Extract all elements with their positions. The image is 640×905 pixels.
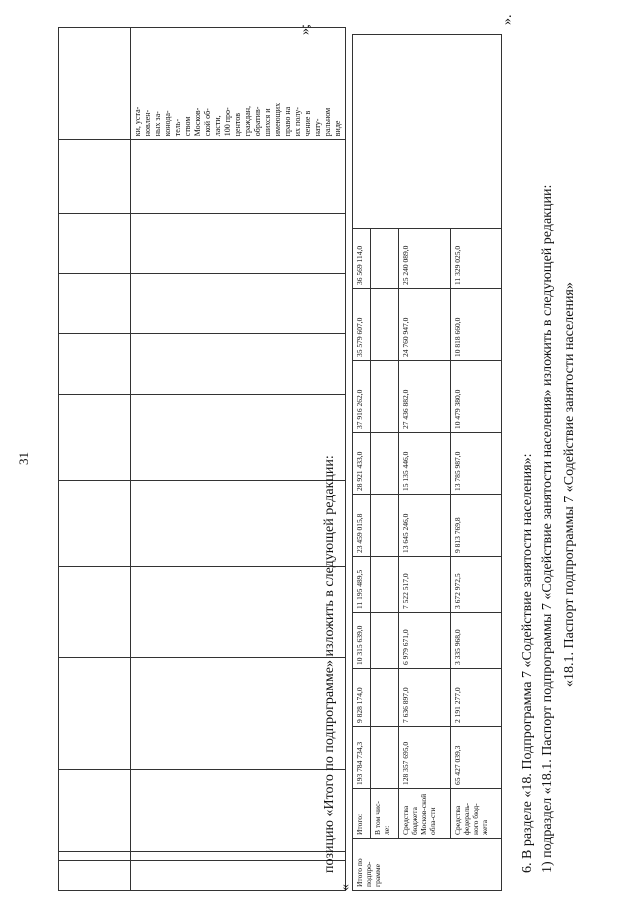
continuation-table [58, 27, 346, 891]
empty-cell [353, 35, 502, 229]
table-cell: 23 459 015,8 [353, 495, 371, 557]
passport-heading: «18.1. Паспорт подпрограммы 7 «Содействие занятости населения» [562, 282, 577, 687]
note-cell [131, 28, 346, 140]
table-cell: 11 329 025,0 [450, 229, 501, 289]
table-cell: 10 818 660,0 [450, 289, 501, 361]
table-cell: 35 579 607,0 [353, 289, 371, 361]
closing-quote-top: »; [298, 24, 313, 35]
row-label: Итого: [353, 789, 371, 839]
subprogram-total-table [352, 34, 502, 891]
row-label: В том чис-ле: [370, 789, 399, 839]
row-label: Средства федераль-ного бюд-жета [450, 789, 501, 839]
instruction-text: позицию «Итого по подпрограмме» изложить в следующей редакции: [322, 455, 337, 873]
table-cell: 13 785 987,0 [450, 433, 501, 495]
paragraph-section-6: 6. В разделе «18. Подпрограмма 7 «Содействие занятости населения»: [520, 453, 535, 873]
table-cell: 9 828 174,0 [353, 669, 371, 727]
open-quote: « [338, 884, 353, 891]
table-cell: 9 813 769,8 [450, 495, 501, 557]
note-text: ки, уста- новлен- ных за- конода- тель- ством Москов- ской об- ласти, 100 про- центов граждан, обратив- шихся и имеющих право на их полу- чение в нату- ральном виде [133, 102, 342, 137]
table-cell: 3 672 972,5 [450, 557, 501, 613]
row-header: Итого по подпро-грамме [353, 839, 502, 891]
closing-quote-bottom: ». [500, 14, 515, 25]
table-cell: 37 916 262,0 [353, 361, 371, 433]
table-cell: 15 135 446,0 [399, 433, 450, 495]
table-cell: 7 522 517,0 [399, 557, 450, 613]
table-cell: 2 191 277,0 [450, 669, 501, 727]
table-cell: 193 784 734,3 [353, 727, 371, 789]
table-cell: 128 357 695,0 [399, 727, 450, 789]
paragraph-subsection-1: 1) подраздел «18.1. Паспорт подпрограммы 7 «Содействие занятости населения» изложить в следующей редакции: [540, 184, 555, 873]
table-cell: 10 479 380,0 [450, 361, 501, 433]
table-cell: 24 760 947,0 [399, 289, 450, 361]
row-label: Средства бюджета Москов-ской обла-сти [399, 789, 450, 839]
page-number: 31 [16, 452, 31, 465]
table-cell: 13 645 246,0 [399, 495, 450, 557]
table-cell: 25 240 089,0 [399, 229, 450, 289]
table-row [353, 35, 371, 891]
table-cell: 11 195 489,5 [353, 557, 371, 613]
table-cell: 36 569 114,0 [353, 229, 371, 289]
table-cell: 10 315 639,0 [353, 613, 371, 669]
table-cell: 27 436 882,0 [399, 361, 450, 433]
table-cell: 65 427 039,3 [450, 727, 501, 789]
table-cell: 3 335 968,0 [450, 613, 501, 669]
table-cell: 7 636 897,0 [399, 669, 450, 727]
table-cell: 28 921 433,0 [353, 433, 371, 495]
table-cell: 6 979 671,0 [399, 613, 450, 669]
